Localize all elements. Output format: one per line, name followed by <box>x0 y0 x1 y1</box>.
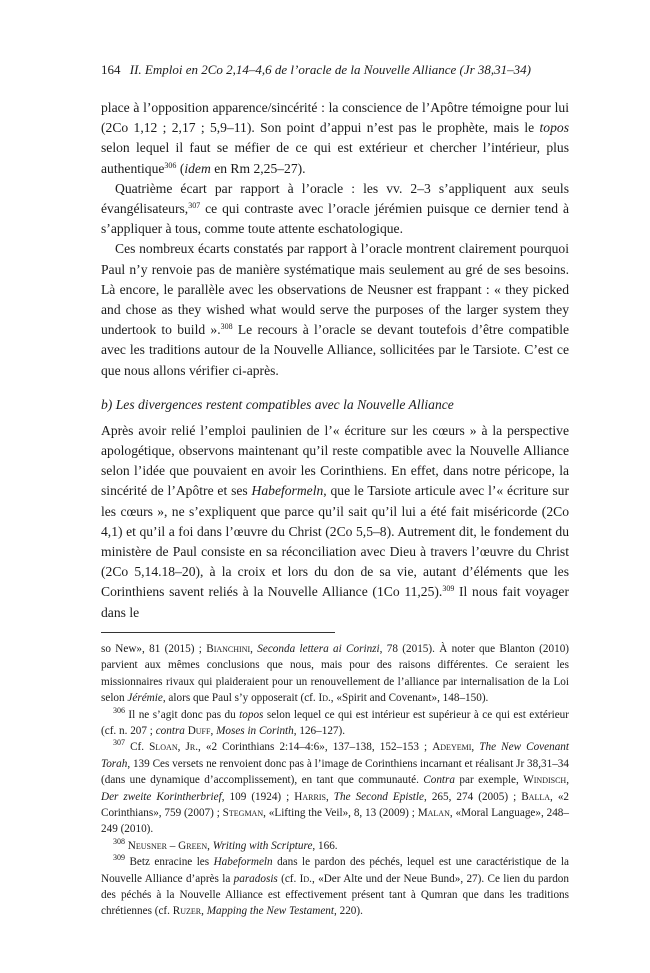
paragraph-4 <box>101 421 569 623</box>
italic-term: idem <box>184 160 211 176</box>
paragraph-1 <box>101 98 569 179</box>
author-name: Stegman <box>222 806 264 819</box>
footnote-number: 308 <box>113 836 125 846</box>
footnote-309 <box>101 854 569 920</box>
work-title: Writing with Scripture <box>212 839 313 852</box>
author-name: Neusner – Green <box>127 839 208 852</box>
paragraph-3 <box>101 239 569 380</box>
footnote-ref-309[interactable]: 309 <box>442 584 455 594</box>
author-name: Sloan, Jr. <box>149 741 198 754</box>
text-span: , «Spirit and Covenant», 148–150). <box>330 692 489 705</box>
text-span: place à l’opposition apparence/sincérité : la conscience de l’Apôtre témoigne pour lui (2Co 1,12 ; 2,17 ; 5,9–11). Son point d’appui n’est pas le prophète, mais le <box>101 100 569 136</box>
text-span: , 166. <box>312 839 338 852</box>
work-title: Der zweite Korintherbrief <box>101 790 222 803</box>
footnote-separator <box>101 632 335 633</box>
text-span: Il nous fait voyager dans le <box>101 584 569 620</box>
page-number: 164 <box>101 62 121 77</box>
italic-term: contra <box>155 724 185 737</box>
italic-term: topos <box>239 708 264 721</box>
footnotes <box>101 641 569 920</box>
work-title: Mapping the New Testament <box>206 905 335 918</box>
footnote-307 <box>101 739 569 837</box>
text-span: , «Moral Language», 248–249 (2010). <box>101 806 569 836</box>
text-span: , que le Tarsiote articule avec l’« écriture sur les cœurs », ne s’expliquent que parce qu’il sait qu’il lui a été fait miséricorde (2Co 4,1) et qu’il a foi dans l’œuvre du Christ (2Co 5,5–8). Autrement dit, le fondement du ministère de Paul consiste en sa réconciliation avec Dieu à travers l’œuvre du Christ (2Co 5,14.18–20), à la croix et lors du don de sa vie, autant d’éléments que les Corinthiens savent reliés à la Nouvelle Alliance (1Co 11,25). <box>101 483 569 600</box>
footnote-continuation <box>101 641 569 707</box>
footnote-ref-308[interactable]: 308 <box>220 322 233 332</box>
paragraph-2 <box>101 179 569 240</box>
author-name: Adeyemi <box>432 741 472 754</box>
italic-term: Jérémie <box>127 692 163 705</box>
text-span: Ces nombreux écarts constatés par rapport à l’oracle montrent clairement pourquoi Paul n’y renvoie pas de manière systématique mais seulement au gré de ses besoins. Là encore, le parallèle avec les observations de Neusner est frappant : « they picked and chose as they wished what would serve the purposes of the larger system they undertook to build ». <box>101 241 569 338</box>
text-span: , «2 Corinthians», 759 (2007) ; <box>101 790 570 819</box>
italic-term: paradosis <box>233 872 278 885</box>
text-span: , 126–127). <box>293 724 346 737</box>
running-header <box>101 62 569 78</box>
text-span: so New», 81 (2015) ; <box>101 642 207 655</box>
text-span: , 220). <box>334 905 363 918</box>
italic-term: Habeformeln <box>251 483 324 499</box>
text-span: selon lequel il faut se méfier de ce qui est extérieur et chercher l’intérieur, plus authentique <box>101 140 569 176</box>
section-heading: b) Les divergences restent compatibles avec la Nouvelle Alliance <box>101 396 454 412</box>
text-span: Quatrième écart par rapport à l’oracle : les vv. 2–3 s’appliquent aux seuls évangélisateurs, <box>101 180 569 217</box>
work-title: Seconda lettera ai Corinzi <box>257 642 380 655</box>
italic-term: Habeformeln <box>213 856 273 869</box>
work-title: The New Covenant Torah <box>101 741 570 770</box>
text-span: ( <box>176 160 185 176</box>
italic-term: Contra <box>423 774 455 787</box>
text-span: , alors que Paul s’y opposerait (cf. <box>162 692 319 705</box>
text-span: (cf. <box>277 872 300 885</box>
text-span: Betz enracine les <box>125 856 214 869</box>
footnote-306 <box>101 707 569 740</box>
author-name: Malan <box>417 806 450 819</box>
text-span: par exemple, <box>455 774 524 787</box>
author-name: Duff <box>187 724 211 737</box>
author-name: Id. <box>299 872 312 885</box>
main-text <box>101 98 569 623</box>
text-span: ce qui contraste avec l’oracle jérémien puisque ce dernier tend à s’appliquer à tous, comme toute attente eschatologique. <box>101 201 569 237</box>
author-name: Bianchini <box>206 642 251 655</box>
text-span: , 139 Ces versets ne renvoient donc pas à l’image de Corinthiens incarnant et réalisant Jr 38,31–34 (dans une dynamique d’accomplissement), en tant que communauté. <box>101 757 569 787</box>
italic-term: topos <box>539 120 569 136</box>
footnote-ref-306[interactable]: 306 <box>164 160 177 170</box>
footnote-number: 306 <box>113 705 125 715</box>
text-span: , 109 (1924) ; <box>221 790 295 803</box>
text-span: , <box>250 642 258 655</box>
text-span: , «Lifting the Veil», 8, 13 (2009) ; <box>263 806 418 819</box>
text-span: selon lequel ce qui est intérieur est supérieur à ce qui est extérieur (cf. n. 207 ; <box>101 708 569 737</box>
text-span: , 265, 274 (2005) ; <box>424 790 522 803</box>
work-title: Moses in Corinth <box>216 724 294 737</box>
text-span: , «Der Alte und der Neue Bund», 27). Ce lien du pardon des péchés à la Nouvelle Alliance est effectivement présent tant à Qumran que dans les traditions chrétiennes (cf. <box>101 872 569 918</box>
work-title: The Second Epistle <box>333 790 424 803</box>
text-span: , <box>207 839 213 852</box>
text-span: Il ne s’agit donc pas du <box>125 708 240 721</box>
author-name: Id. <box>318 692 331 705</box>
text-span: , <box>210 724 217 737</box>
text-span: Après avoir relié l’emploi paulinien de l’« écriture sur les cœurs » à la perspective apologétique, observons maintenant qu’il reste compatible avec la Nouvelle Alliance selon l’idée que pouvaient en avoir les Corinthiens. En effet, dans notre péricope, la sincérité de l’Apôtre et ses <box>101 422 569 499</box>
text-span: en Rm 2,25–27). <box>210 160 306 176</box>
footnote-ref-307[interactable]: 307 <box>188 201 201 211</box>
footnote-308 <box>101 838 569 854</box>
text-span: , «2 Corinthians 2:14–4:6», 137–138, 152–153 ; <box>198 741 433 754</box>
text-span: , 78 (2015). À noter que Blanton (2010) parvient aux mêmes conclusions que nous, mais pour des raisons différentes. Ce seraient les missionnaires rivaux qui plaideraient pour un renouvellement de l’alliance par internalisation de la Loi selon <box>101 642 570 705</box>
text-span: Cf. <box>125 741 150 754</box>
author-name: Harris <box>294 790 326 803</box>
footnote-number: 309 <box>113 853 125 863</box>
text-span: , <box>471 741 480 754</box>
text-span: Le recours à l’oracle se devant toutefois d’être compatible avec les traditions autour de la Nouvelle Alliance, sollicitées par le Tarsiote. C’est ce que nous allons vérifier ci-après. <box>101 322 570 378</box>
text-span: , <box>325 790 334 803</box>
author-name: Ruzer <box>172 905 202 918</box>
footnote-number: 307 <box>113 738 125 748</box>
text-span: dans le pardon des péchés, lequel est une caractéristique de la Nouvelle Alliance d’après la <box>101 856 570 885</box>
author-name: Balla <box>521 790 551 803</box>
text-span: , <box>201 905 207 918</box>
running-title: II. Emploi en 2Co 2,14–4,6 de l’oracle de la Nouvelle Alliance (Jr 38,31–34) <box>129 62 531 77</box>
author-name: Windisch <box>523 774 567 787</box>
text-span: , <box>566 774 569 787</box>
book-page <box>101 62 569 920</box>
